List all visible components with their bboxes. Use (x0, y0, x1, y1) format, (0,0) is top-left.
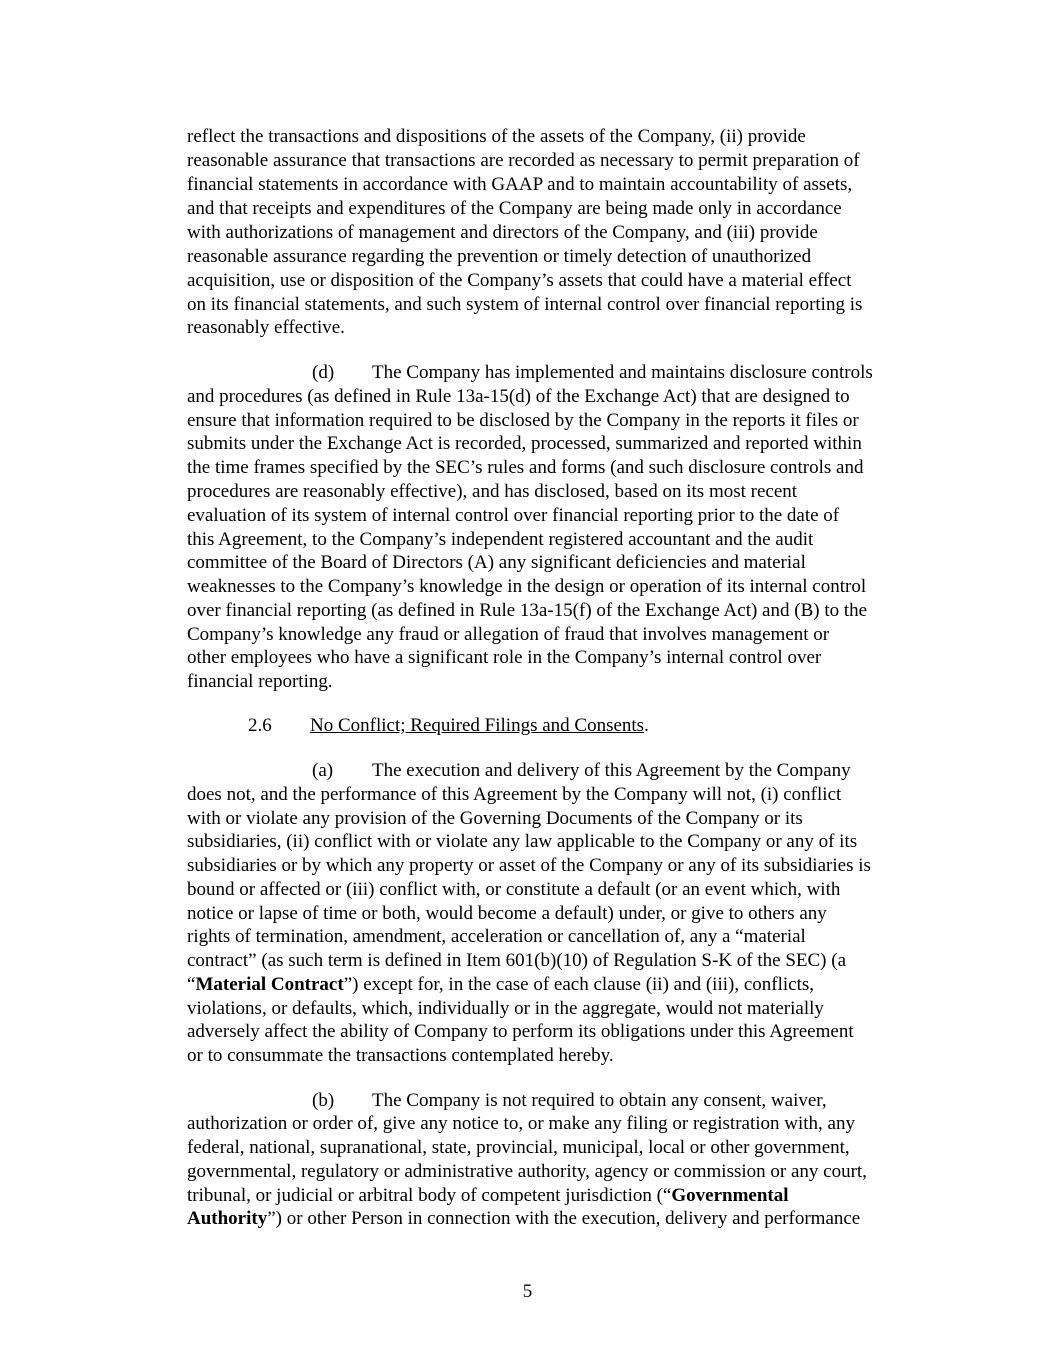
defined-term-governmental: Governmental (671, 1185, 789, 1206)
paragraph-line: submits under the Exchange Act is recorded, processed, summarized and reported within (187, 433, 862, 454)
section-number: 2.6 (248, 715, 272, 736)
paragraph-line: and procedures (as defined in Rule 13a-15(d) of the Exchange Act) that are designed to (187, 386, 850, 407)
clause-first-line: The Company is not required to obtain any consent, waiver, (372, 1090, 827, 1111)
defined-term-authority: Authority (187, 1208, 268, 1229)
paragraph-line: reflect the transactions and dispositions of the assets of the Company, (ii) provide (187, 126, 806, 147)
paragraph-line: financial statements in accordance with GAAP and to maintain accountability of assets, (187, 174, 853, 195)
paragraph-line: Company’s knowledge any fraud or allegation of fraud that involves management or (187, 624, 830, 645)
clause-label-b: (b) (312, 1090, 335, 1111)
paragraph-line: authorization or order of, give any notice to, or make any filing or registration with, any (187, 1113, 855, 1134)
paragraph-line: does not, and the performance of this Agreement by the Company will not, (i) conflict (187, 784, 842, 805)
clause-first-line: The Company has implemented and maintains disclosure controls (372, 362, 873, 383)
paragraph-line: or to consummate the transactions contemplated hereby. (187, 1045, 614, 1066)
paragraph-line: subsidiaries, (ii) conflict with or violate any law applicable to the Company or any of its (187, 831, 858, 852)
paragraph-line: with or violate any provision of the Governing Documents of the Company or its (187, 808, 803, 829)
paragraph-line: evaluation of its system of internal control over financial reporting prior to the date of (187, 505, 840, 526)
paragraph-line: financial reporting. (187, 671, 333, 692)
paragraph-line: procedures are reasonably effective), and has disclosed, based on its most recent (187, 481, 798, 502)
clause-first-line: The execution and delivery of this Agreement by the Company (372, 760, 851, 781)
paragraph-line: on its financial statements, and such system of internal control over financial reporting is (187, 294, 863, 315)
paragraph-line: bound or affected or (iii) conflict with, or constitute a default (or an event which, with (187, 879, 841, 900)
paragraph-line: this Agreement, to the Company’s independent registered accountant and the audit (187, 529, 814, 550)
paragraph-line: rights of termination, amendment, acceleration or cancellation of, any a “material (187, 926, 806, 947)
paragraph-line: ensure that information required to be disclosed by the Company in the reports it files or (187, 410, 859, 431)
clause-label-a: (a) (312, 760, 334, 781)
paragraph-line: violations, or defaults, which, individually or in the aggregate, would not materially (187, 998, 824, 1019)
paragraph-line: reasonably effective. (187, 317, 345, 338)
quote-open: “ (187, 974, 196, 995)
paragraph-line: governmental, regulatory or administrative authority, agency or commission or any court, (187, 1161, 867, 1182)
paragraph-line: over financial reporting (as defined in Rule 13a-15(f) of the Exchange Act) and (B) to the (187, 600, 868, 621)
clause-label-d: (d) (312, 362, 335, 383)
paragraph-line: with authorizations of management and directors of the Company, and (iii) provide (187, 222, 818, 243)
paragraph-line: committee of the Board of Directors (A) any significant deficiencies and material (187, 552, 806, 573)
defined-term-material-contract: Material Contract (195, 974, 344, 995)
paragraph-line: contract” (as such term is defined in Item 601(b)(10) of Regulation S-K of the SEC) (a (187, 950, 847, 971)
paragraph-text: tribunal, or judicial or arbitral body of competent jurisdiction (“ (187, 1185, 672, 1206)
page-number: 5 (522, 1281, 533, 1302)
paragraph-line: reasonable assurance regarding the prevention or timely detection of unauthorized (187, 246, 812, 267)
paragraph-line: notice or lapse of time or both, would become a default) under, or give to others any (187, 903, 827, 924)
paragraph-line: weaknesses to the Company’s knowledge in the design or operation of its internal control (187, 576, 867, 597)
paragraph-line (187, 1207, 860, 1231)
section-title: No Conflict; Required Filings and Consents (310, 715, 645, 736)
paragraph-text: ”) or other Person in connection with the execution, delivery and performance (267, 1208, 861, 1229)
section-heading (310, 714, 649, 738)
paragraph-line: other employees who have a significant role in the Company’s internal control over (187, 647, 822, 668)
paragraph-line (187, 1184, 789, 1208)
paragraph-line: acquisition, use or disposition of the Company’s assets that could have a material effect (187, 270, 852, 291)
paragraph-line: and that receipts and expenditures of the Company are being made only in accordance (187, 198, 842, 219)
paragraph-line: subsidiaries or by which any property or asset of the Company or any of its subsidiaries is (187, 855, 871, 876)
paragraph-text: ”) except for, in the case of each clause (ii) and (iii), conflicts, (343, 974, 815, 995)
paragraph-line: reasonable assurance that transactions are recorded as necessary to permit preparation of (187, 150, 860, 171)
section-title-period: . (644, 715, 649, 736)
paragraph-line: federal, national, supranational, state, provincial, municipal, local or other government, (187, 1137, 850, 1158)
paragraph-line: adversely affect the ability of Company to perform its obligations under this Agreement (187, 1021, 854, 1042)
paragraph-line (187, 973, 814, 997)
paragraph-line: the time frames specified by the SEC’s rules and forms (and such disclosure controls and (187, 457, 864, 478)
